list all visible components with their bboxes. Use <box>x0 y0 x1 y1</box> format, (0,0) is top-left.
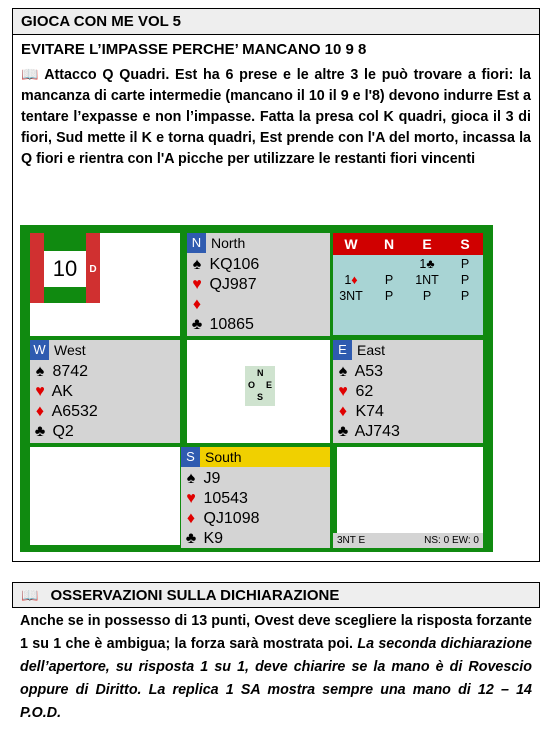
heart-icon: ♥ <box>186 490 196 507</box>
doc-subtitle-bar <box>12 35 540 63</box>
intro-text: Attacco Q Quadri. Est ha 6 prese e le altre 3 le può trovare a fiori: la mancanza di carte intermedie (mancano il 10 il 9 e l'8) devono indurre Est a tentare l’expasse e non l’impasse. Fatta la presa col K quadri, gioca il 3 di fiori, Sud mette il K e torna quadri, Est prende con l'A del morto, incassa la Q fiori e rientra con l'A picche per utilizzare le restanti fiori vincenti <box>21 67 531 167</box>
east-seat-label <box>333 340 385 360</box>
diamond-icon: ♦ <box>192 296 202 313</box>
bid-header-w: W <box>344 236 358 252</box>
club-icon: ♣ <box>191 316 203 333</box>
east-hand <box>333 340 483 443</box>
result-bar <box>333 533 483 548</box>
east-hearts: 62 <box>355 383 374 400</box>
west-cards <box>32 362 98 442</box>
observations-title: OSSERVAZIONI SULLA DICHIARAZIONE <box>50 586 340 604</box>
result-panel <box>337 447 483 533</box>
bid-cell: 3NT <box>339 289 363 303</box>
dealer-letter: D <box>89 263 97 275</box>
south-seat-label <box>181 447 330 467</box>
compass-e: E <box>266 380 273 390</box>
west-hearts: AK <box>51 383 73 400</box>
bid-cell: P <box>460 273 470 287</box>
club-icon: ♣ <box>185 530 197 547</box>
board-number-text: 10 <box>52 256 78 281</box>
club-icon: ♣ <box>34 423 46 440</box>
bid-cell: P <box>460 257 470 271</box>
diamond-icon: ♦ <box>186 510 196 527</box>
north-cards <box>189 255 259 335</box>
west-diamonds: A6532 <box>51 403 98 420</box>
compass-s: S <box>257 392 264 402</box>
observations-text: Anche se in possesso di 13 punti, Ovest deve scegliere la risposta forzante 1 su 1 che è ambigua; la forza sarà mostrata poi. <box>20 613 532 652</box>
doc-title-bar <box>12 8 540 35</box>
spade-icon: ♠ <box>192 256 202 273</box>
north-hearts: QJ987 <box>209 276 257 293</box>
south-diamonds: QJ1098 <box>203 510 260 527</box>
spade-icon: ♠ <box>186 470 196 487</box>
east-letter: E <box>333 340 352 360</box>
south-cards <box>183 469 260 549</box>
observations-body <box>12 610 540 725</box>
compass-icon <box>245 366 275 406</box>
west-letter: W <box>30 340 49 360</box>
diamond-icon: ♦ <box>35 403 45 420</box>
bidding-header <box>333 233 483 255</box>
east-name: East <box>357 342 386 358</box>
west-spades: 8742 <box>52 363 89 380</box>
east-spades: A53 <box>354 363 384 380</box>
north-hand <box>187 233 330 336</box>
bid-cell <box>333 273 369 287</box>
heart-icon: ♥ <box>338 383 348 400</box>
bid-cell: 1NT <box>415 273 439 287</box>
west-name: West <box>54 342 86 358</box>
south-clubs: K9 <box>203 530 224 547</box>
book-icon: 📖 <box>21 66 41 82</box>
west-clubs: Q2 <box>52 423 74 440</box>
club-icon: ♣ <box>337 423 349 440</box>
empty-panel-left <box>30 447 180 545</box>
observations-text-italic: La seconda dichiarazione dell’apertore, su risposta 1 su 1, deve chiarire se la mano è di Rovescio oppure di Diritto. La replica 1 SA mostra sempre una mano di 12 – 14 P.O.D. <box>20 636 533 721</box>
book-icon: 📖 <box>21 586 39 603</box>
bid-header-e: E <box>422 236 432 252</box>
east-cards <box>335 362 400 442</box>
heart-icon: ♥ <box>35 383 45 400</box>
dealer-marker <box>86 251 100 287</box>
north-letter: N <box>187 233 206 253</box>
score: NS: 0 EW: 0 <box>424 535 479 546</box>
west-seat-label <box>30 340 86 360</box>
north-seat-label <box>187 233 245 253</box>
compass-o: O <box>248 380 256 390</box>
board-panel <box>30 233 180 336</box>
bid-header-n: N <box>383 236 395 252</box>
west-hand <box>30 340 180 443</box>
north-name: North <box>211 235 246 251</box>
contract: 3NT E <box>337 535 366 546</box>
bid-cell: P <box>422 289 432 303</box>
east-diamonds: K74 <box>355 403 384 420</box>
observations-header <box>12 582 540 608</box>
south-hearts: 10543 <box>203 490 248 507</box>
bid-cell: P <box>384 273 394 287</box>
doc-subtitle: EVITARE L’IMPASSE PERCHE’ MANCANO 10 9 8 <box>21 41 367 58</box>
heart-icon: ♥ <box>192 276 202 293</box>
spade-icon: ♠ <box>338 363 348 380</box>
north-clubs: 10865 <box>209 316 254 333</box>
spade-icon: ♠ <box>35 363 45 380</box>
bid-cell: P <box>460 289 470 303</box>
bid-1d: 1♦ <box>344 273 358 287</box>
south-hand <box>181 447 330 548</box>
south-name: South <box>205 449 242 465</box>
east-clubs: AJ743 <box>354 423 400 440</box>
diamond-icon: ♦ <box>338 403 348 420</box>
doc-title: GIOCA CON ME VOL 5 <box>21 13 182 30</box>
south-spades: J9 <box>203 470 221 487</box>
bidding-table <box>333 255 483 335</box>
board-number <box>44 251 86 287</box>
bid-cell: 1♣ <box>419 257 435 271</box>
bid-header-s: S <box>460 236 470 252</box>
intro-box-bottom <box>12 561 540 562</box>
north-spades: KQ106 <box>209 256 260 273</box>
compass-n: N <box>257 368 264 378</box>
south-letter: S <box>181 447 200 467</box>
bid-cell: P <box>384 289 394 303</box>
